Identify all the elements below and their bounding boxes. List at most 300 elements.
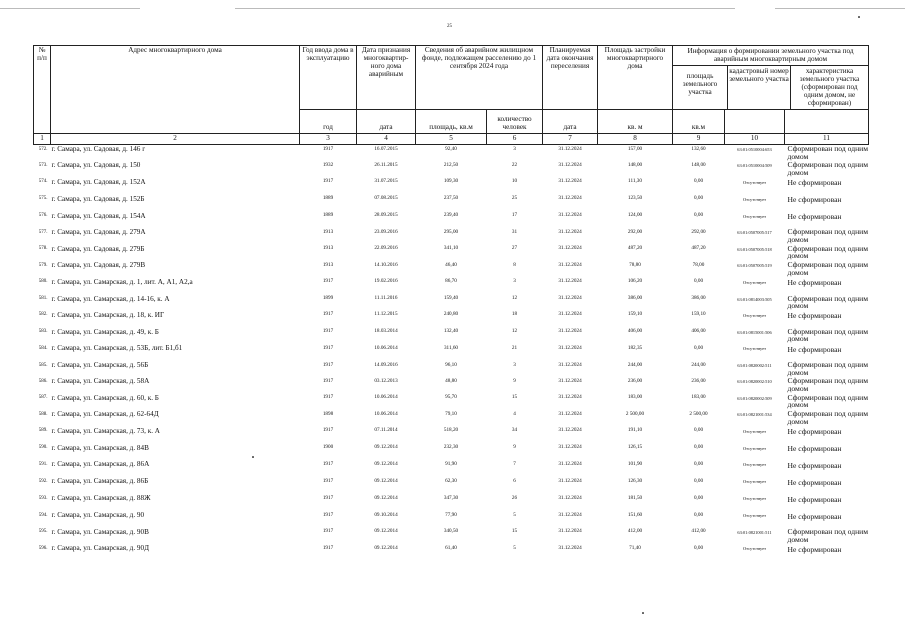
row-address: г. Самара, ул. Садовая, д. 152А <box>51 177 146 186</box>
row-people: 22 <box>511 161 518 168</box>
row-address: г. Самара, ул. Самарская, д. 49, к. Б <box>51 327 159 336</box>
row-planned-date: 31.12.2024 <box>558 145 582 152</box>
row-planned-date: 31.12.2024 <box>558 427 582 434</box>
row-land-status: Не сформирован <box>787 344 842 354</box>
row-planned-date: 31.12.2024 <box>558 228 582 235</box>
header-land-characteristic: характеристика земельного участка (сформирован под одним домом, не сформирован) <box>799 67 860 107</box>
row-building-area: 159,10 <box>627 311 643 318</box>
row-year: 1889 <box>322 195 334 202</box>
row-people: 3 <box>513 145 516 152</box>
row-area: 311,60 <box>443 344 459 351</box>
header-emergency-fund: Сведения об аварийном жилищном фонде, подлежащем расселению до 1 сентября 2024 года <box>416 46 543 110</box>
row-land-area: 132,60 <box>691 145 706 152</box>
colnum: 8 <box>598 134 673 145</box>
page-number: 25 <box>447 24 452 29</box>
row-land-area: 183,00 <box>691 394 706 401</box>
row-year: 1917 <box>322 328 334 335</box>
row-area: 341,10 <box>443 245 459 252</box>
row-address: г. Самара, ул. Садовая, д. 279Б <box>51 244 145 253</box>
row-recognition-date: 10.06.2014 <box>374 394 398 401</box>
row-building-area: 386,00 <box>627 295 643 302</box>
row-number: 591. <box>38 461 48 467</box>
row-year: 1917 <box>322 528 334 535</box>
row-address: г. Самара, ул. Самарская, д. 88Ж <box>51 494 151 503</box>
row-cadastral: 63:01:0815001:506 <box>737 329 772 335</box>
row-year: 1913 <box>322 245 334 252</box>
header-building-area: Площадь застройки многоквартирного дома <box>598 46 673 110</box>
row-building-area: 236,00 <box>627 377 643 384</box>
row-number: 596. <box>38 545 48 551</box>
table-row <box>34 295 869 311</box>
row-people: 5 <box>513 511 516 518</box>
row-year: 1917 <box>322 427 334 434</box>
row-land-area: 0,00 <box>693 178 704 185</box>
row-building-area: 191,10 <box>627 427 643 434</box>
row-address: г. Самара, ул. Самарская, д. 53Б, лит. Б1,б1 <box>51 344 183 353</box>
colnum: 7 <box>543 134 598 145</box>
row-people: 12 <box>511 295 518 302</box>
row-year: 1917 <box>322 377 334 384</box>
row-land-area: 0,00 <box>693 544 704 551</box>
row-land-status: Не сформирован <box>787 511 842 521</box>
row-planned-date: 31.12.2024 <box>558 394 582 401</box>
row-cadastral: Отсутствует <box>743 546 766 552</box>
row-building-area: 126,30 <box>627 477 643 484</box>
row-land-status: Не сформирован <box>787 460 842 470</box>
row-area: 61,40 <box>445 544 457 551</box>
colnum: 5 <box>416 134 487 145</box>
row-area: 159,40 <box>443 295 459 302</box>
row-land-status: Не сформирован <box>787 494 842 504</box>
row-people: 15 <box>511 528 518 535</box>
row-number: 584. <box>38 345 48 351</box>
row-cadastral: 63:01:0820002:511 <box>737 363 772 369</box>
row-number: 575. <box>38 196 48 202</box>
row-land-status: Не сформирован <box>787 427 842 437</box>
row-cadastral: 63:01:0820002:509 <box>737 395 772 401</box>
row-people: 3 <box>513 278 516 285</box>
row-address: г. Самара, ул. Садовая, д. 279В <box>51 261 146 270</box>
row-year: 1917 <box>322 178 334 185</box>
row-cadastral: 63:01:0507005:518 <box>737 246 772 252</box>
row-cadastral: 63:01:0510004:653 <box>737 147 772 152</box>
table-row <box>34 427 869 444</box>
row-people: 18 <box>511 311 518 318</box>
row-land-area: 0,00 <box>693 477 704 484</box>
row-land-status: Не сформирован <box>787 178 842 188</box>
row-cadastral: Отсутствует <box>743 196 766 202</box>
row-area: 95,70 <box>445 394 457 401</box>
row-cadastral: Отсутствует <box>743 279 766 285</box>
table-row <box>34 361 869 377</box>
row-building-area: 101,90 <box>627 460 643 467</box>
row-building-area: 78,80 <box>629 261 641 268</box>
row-recognition-date: 07.11.2014 <box>374 427 398 434</box>
row-land-area: 406,00 <box>691 328 706 335</box>
row-people: 15 <box>511 394 518 401</box>
table-body <box>34 145 869 562</box>
row-people: 31 <box>511 228 518 235</box>
row-area: 48,80 <box>445 377 457 384</box>
row-land-status: Сформирован под одним домом <box>787 244 869 261</box>
row-address: г. Самара, ул. Самарская, д. 86А <box>51 460 150 469</box>
row-planned-date: 31.12.2024 <box>558 528 582 535</box>
table-row <box>34 394 869 410</box>
row-year: 1917 <box>322 460 334 467</box>
table-row <box>34 410 869 426</box>
row-cadastral: Отсутствует <box>743 479 766 485</box>
row-land-area: 0,00 <box>693 427 704 434</box>
row-number: 573. <box>38 162 48 168</box>
row-land-status: Не сформирован <box>787 544 842 554</box>
table-row <box>34 444 869 461</box>
table-row <box>34 328 869 344</box>
row-address: г. Самара, ул. Самарская, д. 62-64Д <box>51 410 159 419</box>
row-land-area: 0,00 <box>693 344 704 351</box>
row-building-area: 487,20 <box>627 245 643 252</box>
row-building-area: 126,15 <box>627 444 643 451</box>
row-planned-date: 31.12.2024 <box>558 212 582 219</box>
row-people: 27 <box>511 245 518 252</box>
row-planned-date: 31.12.2024 <box>558 245 582 252</box>
table-row <box>34 145 869 162</box>
row-year: 1917 <box>322 361 334 368</box>
scan-speck <box>252 456 254 458</box>
row-recognition-date: 23.09.2016 <box>374 228 398 235</box>
row-address: г. Самара, ул. Садовая, д. 150 <box>51 161 141 170</box>
row-planned-date: 31.12.2024 <box>558 328 582 335</box>
row-land-area: 78,00 <box>692 261 705 268</box>
unit-area: площадь, кв.м <box>416 110 487 134</box>
row-address: г. Самара, ул. Садовая, д. 154А <box>51 211 146 220</box>
row-recognition-date: 03.12.2013 <box>374 377 398 384</box>
row-year: 1917 <box>322 544 334 551</box>
row-address: г. Самара, ул. Самарская, д. 58А <box>51 377 150 386</box>
row-building-area: 182,35 <box>627 344 643 351</box>
row-land-area: 386,00 <box>691 295 706 302</box>
header-cadastral: кадастровый номер земельного участка <box>728 66 791 109</box>
row-area: 239,40 <box>443 212 459 219</box>
row-recognition-date: 10.06.2014 <box>374 344 398 351</box>
row-building-area: 183,00 <box>627 394 643 401</box>
row-building-area: 412,00 <box>627 528 643 535</box>
row-address: г. Самара, ул. Самарская, д. 86Б <box>51 477 149 486</box>
row-building-area: 148,00 <box>627 161 643 168</box>
row-building-area: 106,20 <box>627 278 643 285</box>
unit-land: кв.м <box>673 110 725 134</box>
row-planned-date: 31.12.2024 <box>558 460 582 467</box>
row-number: 595. <box>38 529 48 535</box>
header-year: Год ввода дома в эксплуатацию <box>300 46 357 110</box>
row-people: 26 <box>511 494 518 501</box>
colnum: 11 <box>785 134 869 145</box>
row-building-area: 292,00 <box>627 228 643 235</box>
row-area: 237,50 <box>443 195 459 202</box>
row-number: 587. <box>38 395 48 401</box>
row-people: 9 <box>513 444 516 451</box>
table-row <box>34 377 869 393</box>
row-address: г. Самара, ул. Самарская, д. 73, к. А <box>51 426 160 435</box>
row-planned-date: 31.12.2024 <box>558 195 582 202</box>
row-number: 583. <box>38 329 48 335</box>
row-land-status: Сформирован под одним домом <box>787 410 869 426</box>
table-row <box>34 460 869 477</box>
row-land-area: 292,00 <box>691 228 706 235</box>
row-year: 1932 <box>322 161 334 168</box>
row-cadastral: Отсутствует <box>743 179 766 185</box>
row-area: 77,90 <box>445 511 457 518</box>
row-building-area: 111,30 <box>628 178 642 185</box>
row-recognition-date: 09.12.2014 <box>374 444 398 451</box>
row-address: г. Самара, ул. Самарская, д. 90В <box>51 527 149 536</box>
row-address: г. Самара, ул. Самарская, д. 14-16, к. А <box>51 294 170 303</box>
table-row <box>34 195 869 212</box>
table-row <box>34 528 869 544</box>
row-building-area: 157,00 <box>627 145 643 152</box>
row-cadastral: Отсутствует <box>743 428 766 434</box>
row-land-status: Сформирован под одним домом <box>787 361 869 377</box>
row-building-area: 181,50 <box>627 494 643 501</box>
row-recognition-date: 07.08.2015 <box>374 195 398 202</box>
row-number: 581. <box>38 296 48 302</box>
row-people: 25 <box>511 195 518 202</box>
row-recognition-date: 16.07.2015 <box>374 145 398 152</box>
row-building-area: 406,00 <box>627 328 643 335</box>
row-planned-date: 31.12.2024 <box>558 377 582 384</box>
table-row <box>34 261 869 277</box>
colnum: 2 <box>51 134 300 145</box>
header-recognition-date: Дата признания многоквартир-ного дома аварийным <box>357 46 416 110</box>
row-land-status: Сформирован под одним домом <box>787 261 869 277</box>
table-row <box>34 212 869 229</box>
colnum: 9 <box>673 134 725 145</box>
header-number: № п/п <box>34 46 51 134</box>
unit-building: кв. м <box>598 110 673 134</box>
row-area: 240,80 <box>443 311 459 318</box>
row-area: 132,40 <box>443 328 459 335</box>
row-year: 1917 <box>322 394 334 401</box>
top-rule-center <box>235 8 735 9</box>
row-planned-date: 31.12.2024 <box>558 178 582 185</box>
table-row <box>34 161 869 177</box>
row-building-area: 151,60 <box>627 511 643 518</box>
row-land-status: Сформирован под одним домом <box>787 294 869 311</box>
row-area: 91,90 <box>445 460 457 467</box>
table-row <box>34 311 869 328</box>
row-people: 8 <box>513 261 516 268</box>
row-recognition-date: 14.09.2016 <box>374 361 398 368</box>
header-land-subcolumns <box>673 66 868 109</box>
table-row <box>34 278 869 295</box>
row-cadastral: 63:01:0510004:509 <box>737 163 772 169</box>
table-header <box>34 46 869 145</box>
row-planned-date: 31.12.2024 <box>558 278 582 285</box>
header-planned-date: Планируемая дата окончания переселения <box>543 46 598 110</box>
row-year: 1917 <box>322 511 334 518</box>
row-area: 340,50 <box>443 528 459 535</box>
row-recognition-date: 10.06.2014 <box>374 410 398 417</box>
row-land-status: Не сформирован <box>787 212 842 222</box>
row-people: 10 <box>511 178 518 185</box>
unit-people: количество человек <box>487 110 543 134</box>
scan-speck <box>858 16 860 18</box>
row-area: 109,30 <box>443 178 459 185</box>
row-number: 574. <box>38 179 48 185</box>
header-address: Адрес многоквартирного дома <box>51 46 300 134</box>
row-year: 1917 <box>322 145 334 152</box>
row-address: г. Самара, ул. Садовая, д. 279А <box>51 228 146 237</box>
row-people: 7 <box>513 460 516 467</box>
row-recognition-date: 26.11.2015 <box>374 161 398 168</box>
row-number: 579. <box>38 262 48 268</box>
colnum: 1 <box>34 134 51 145</box>
row-year: 1917 <box>322 344 334 351</box>
row-area: 518,20 <box>443 427 459 434</box>
row-planned-date: 31.12.2024 <box>558 477 582 484</box>
row-people: 6 <box>513 477 516 484</box>
row-address: г. Самара, ул. Садовая, д. 146 г <box>51 145 146 153</box>
row-recognition-date: 22.09.2016 <box>374 245 398 252</box>
row-year: 1898 <box>322 410 334 417</box>
row-building-area: 2 500,00 <box>625 410 645 417</box>
row-area: 212,50 <box>443 161 459 168</box>
row-cadastral: 63:01:0821001:534 <box>737 412 772 418</box>
colnum: 6 <box>487 134 543 145</box>
row-land-area: 0,00 <box>693 511 704 518</box>
row-recognition-date: 11.12.2015 <box>374 311 398 318</box>
row-cadastral: 63:01:0507005:519 <box>737 263 772 269</box>
row-area: 96,10 <box>445 361 457 368</box>
row-planned-date: 31.12.2024 <box>558 494 582 501</box>
row-land-status: Сформирован под одним домом <box>787 527 869 544</box>
row-land-area: 412,00 <box>691 528 706 535</box>
row-land-area: 159,10 <box>691 311 706 318</box>
row-planned-date: 31.12.2024 <box>558 361 582 368</box>
row-cadastral: Отсутствует <box>743 513 766 519</box>
row-planned-date: 31.12.2024 <box>558 444 582 451</box>
row-area: 79,10 <box>445 410 457 417</box>
table-row <box>34 511 869 528</box>
table-row <box>34 228 869 244</box>
row-planned-date: 31.12.2024 <box>558 311 582 318</box>
scan-speck <box>642 612 644 614</box>
row-building-area: 71,40 <box>629 544 641 551</box>
row-planned-date: 31.12.2024 <box>558 344 582 351</box>
row-land-area: 0,00 <box>693 278 704 285</box>
row-recognition-date: 11.11.2016 <box>374 295 398 302</box>
row-land-area: 236,00 <box>691 377 706 384</box>
row-area: 347,30 <box>443 494 459 501</box>
row-area: 92,40 <box>445 145 457 152</box>
row-number: 593. <box>38 495 48 501</box>
row-land-status: Сформирован под одним домом <box>787 228 869 245</box>
row-building-area: 124,00 <box>627 212 643 219</box>
row-address: г. Самара, ул. Самарская, д. 84В <box>51 443 149 452</box>
row-year: 1899 <box>322 295 334 302</box>
row-year: 1917 <box>322 477 334 484</box>
row-recognition-date: 14.10.2016 <box>374 261 398 268</box>
row-planned-date: 31.12.2024 <box>558 161 582 168</box>
row-cadastral: 63:01:0821001:511 <box>737 529 772 535</box>
row-land-area: 0,00 <box>693 212 704 219</box>
row-number: 592. <box>38 478 48 484</box>
row-land-area: 244,00 <box>691 361 706 368</box>
row-recognition-date: 09.12.2014 <box>374 477 398 484</box>
row-number: 588. <box>38 411 48 417</box>
row-area: 295,00 <box>443 228 459 235</box>
row-area: 62,30 <box>445 477 457 484</box>
row-number: 572. <box>38 146 48 152</box>
row-recognition-date: 09.12.2014 <box>374 544 398 551</box>
table-row <box>34 245 869 261</box>
emergency-housing-table <box>33 45 869 561</box>
row-planned-date: 31.12.2024 <box>558 261 582 268</box>
row-cadastral: Отсутствует <box>743 213 766 219</box>
row-cadastral: Отсутствует <box>743 462 766 468</box>
row-recognition-date: 09.12.2014 <box>374 460 398 467</box>
row-planned-date: 31.12.2024 <box>558 410 582 417</box>
header-land-info-title: Информация о формировании земельного участка под аварийным многоквартирным домом <box>673 46 868 66</box>
row-cadastral: 63:01:0507005:517 <box>737 230 772 236</box>
row-land-area: 2 500,00 <box>689 410 708 417</box>
row-land-status: Сформирован под одним домом <box>787 161 869 177</box>
row-land-area: 0,00 <box>693 460 704 467</box>
row-land-area: 0,00 <box>693 195 704 202</box>
row-planned-date: 31.12.2024 <box>558 511 582 518</box>
table-row <box>34 477 869 494</box>
row-area: 232,30 <box>443 444 459 451</box>
column-number-row <box>34 134 869 145</box>
row-people: 3 <box>513 361 516 368</box>
unit-char <box>785 110 869 134</box>
table-row <box>34 544 869 561</box>
row-building-area: 123,50 <box>627 195 643 202</box>
row-area: 46,40 <box>445 261 457 268</box>
row-land-area: 148,00 <box>691 161 706 168</box>
row-year: 1913 <box>322 261 334 268</box>
row-address: г. Самара, ул. Самарская, д. 1, лит. А, А1, А2,а <box>51 277 193 286</box>
row-number: 576. <box>38 213 48 219</box>
row-recognition-date: 18.03.2014 <box>374 328 398 335</box>
header-land-area: площадь земельного участка <box>673 66 728 109</box>
row-year: 1900 <box>322 444 334 451</box>
row-recognition-date: 31.07.2015 <box>374 178 398 185</box>
row-recognition-date: 19.02.2016 <box>374 278 398 285</box>
row-number: 580. <box>38 279 48 285</box>
row-land-area: 0,00 <box>693 444 704 451</box>
row-number: 582. <box>38 312 48 318</box>
unit-date: дата <box>357 110 416 134</box>
row-recognition-date: 09.12.2014 <box>374 528 398 535</box>
row-number: 594. <box>38 512 48 518</box>
row-people: 5 <box>513 544 516 551</box>
unit-cadastral <box>725 110 785 134</box>
row-land-status: Сформирован под одним домом <box>787 377 869 394</box>
row-land-status: Не сформирован <box>787 477 842 487</box>
row-number: 577. <box>38 229 48 235</box>
row-people: 17 <box>511 212 518 219</box>
row-land-status: Не сформирован <box>787 311 842 321</box>
row-planned-date: 31.12.2024 <box>558 295 582 302</box>
row-planned-date: 31.12.2024 <box>558 544 582 551</box>
row-land-status: Сформирован под одним домом <box>787 393 869 410</box>
row-land-status: Не сформирован <box>787 278 842 288</box>
row-land-status: Сформирован под одним домом <box>787 144 869 161</box>
row-address: г. Самара, ул. Самарская, д. 60, к. Б <box>51 393 159 402</box>
row-people: 34 <box>511 427 518 434</box>
top-rule-left <box>0 8 140 9</box>
row-cadastral: Отсутствует <box>743 346 766 352</box>
